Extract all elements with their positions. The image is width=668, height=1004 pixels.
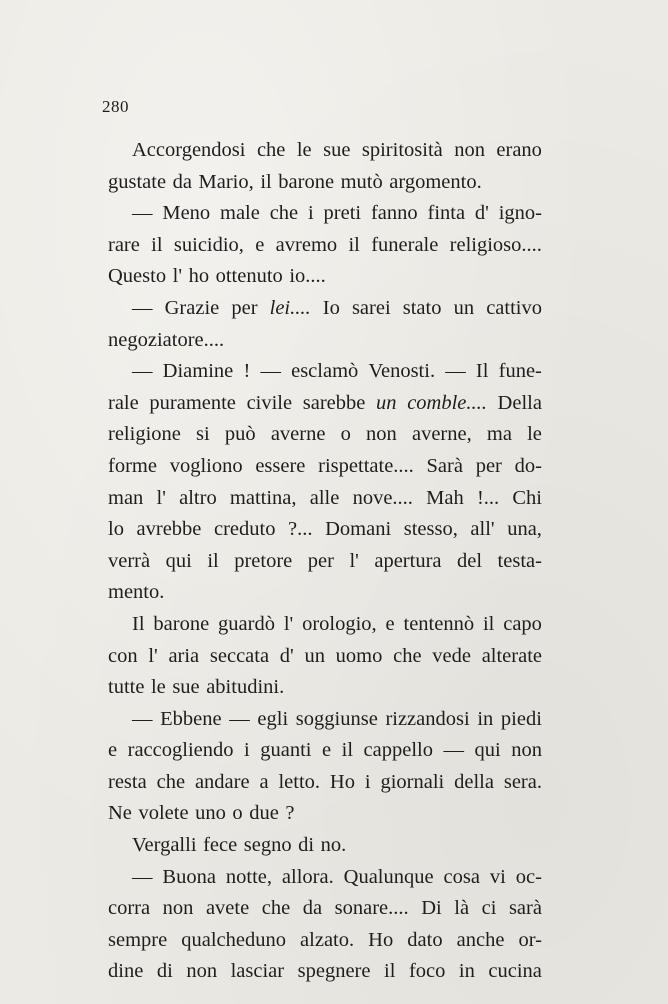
word: cappello (363, 739, 433, 762)
word: della (454, 770, 494, 793)
word: vede (432, 644, 471, 667)
word: avete (205, 897, 250, 920)
word: ?... (288, 518, 313, 541)
word: una, (507, 518, 542, 541)
word: averne (270, 423, 326, 446)
word: con (108, 644, 138, 667)
word: seccata (209, 644, 270, 667)
word: che (156, 770, 186, 793)
word: un (453, 296, 475, 319)
word: che (269, 202, 299, 225)
word: barone (153, 612, 210, 635)
word: o (232, 802, 243, 825)
word: segno (243, 834, 292, 857)
word: sarebbe (302, 391, 366, 414)
word: cattivo (486, 296, 542, 319)
word: non (366, 423, 397, 446)
word: Vergalli (132, 834, 197, 857)
word: fune- (498, 360, 542, 383)
word: l' (349, 549, 359, 572)
word: alle (309, 486, 340, 509)
word: corra (108, 897, 151, 920)
word: rizzandosi (385, 707, 470, 730)
word: Chi (512, 486, 542, 509)
word: Ebbene (160, 707, 222, 730)
word: Della (497, 391, 542, 414)
word: — (132, 296, 153, 319)
page-number: 280 (102, 97, 129, 116)
word: il (348, 233, 360, 256)
word: resta (108, 770, 147, 793)
word: civile (246, 391, 293, 414)
word: oc- (515, 865, 542, 888)
word: piedi (500, 707, 542, 730)
word: dine (108, 960, 144, 983)
text-line (108, 261, 542, 293)
word: e (322, 739, 332, 762)
text-line (108, 419, 542, 451)
word: rale (108, 391, 139, 414)
text-line (108, 451, 542, 483)
word: lo (108, 518, 124, 541)
word: Mah (426, 486, 464, 509)
word: le (150, 676, 166, 699)
word: — (132, 360, 153, 383)
word: e (108, 739, 118, 762)
word: capo (503, 612, 542, 635)
word: che (393, 644, 422, 667)
word: fanno (370, 202, 418, 225)
word: per (307, 549, 334, 572)
text-line (108, 483, 542, 515)
word: non (186, 960, 218, 983)
word: l' (172, 265, 183, 288)
word: avremo (275, 233, 338, 256)
word: uomo (335, 644, 383, 667)
word: l' (156, 486, 166, 509)
word: volete (138, 802, 189, 825)
word: sera. (503, 770, 542, 793)
word: mutò (340, 170, 383, 193)
word: stato (402, 296, 442, 319)
word: Venosti. (368, 360, 436, 383)
word: abitudini. (206, 676, 285, 699)
word: alterate (481, 644, 542, 667)
word: ? (285, 802, 295, 825)
word: — (132, 707, 153, 730)
word: un (376, 391, 397, 414)
word: sue (172, 676, 200, 699)
word: anche (456, 928, 505, 951)
text-line (108, 577, 542, 609)
word: gustate (108, 170, 167, 193)
word: giornali (380, 770, 445, 793)
text-line (108, 956, 542, 988)
word: il (260, 170, 272, 193)
word: or- (518, 928, 542, 951)
word: il (207, 549, 219, 572)
word: e (255, 233, 265, 256)
word: nove.... (352, 486, 413, 509)
word: che (256, 139, 286, 161)
word: creduto (213, 518, 276, 541)
word: — (260, 360, 281, 383)
word: ottenuto (215, 265, 283, 288)
word: suicidio, (173, 233, 244, 256)
word: sonare.... (334, 897, 409, 920)
text-line (108, 135, 542, 167)
word: preti (323, 202, 362, 225)
word: sarei (351, 296, 391, 319)
word: del (457, 549, 483, 572)
text-line (108, 672, 542, 704)
word: sarà (508, 897, 542, 920)
word: — (229, 707, 250, 730)
text-line (108, 388, 542, 420)
word: mattina, (229, 486, 297, 509)
word: Domani (325, 518, 392, 541)
word: guardò (218, 612, 275, 635)
word: il (341, 739, 354, 762)
word: do- (514, 454, 542, 477)
word: dato (407, 928, 443, 951)
word: esclamò (291, 360, 359, 383)
word: per (475, 454, 502, 477)
word: qui (474, 739, 501, 762)
word: man (108, 486, 144, 509)
word: essere (255, 454, 306, 477)
word: un (304, 644, 325, 667)
text-line (108, 767, 542, 799)
text-line (108, 514, 542, 546)
word: o (340, 423, 351, 446)
word: finta (427, 202, 466, 225)
word: lei.... (269, 296, 311, 319)
word: d' (474, 202, 489, 225)
word: i (244, 739, 250, 762)
word: ! (243, 360, 251, 383)
word: Il (132, 612, 145, 635)
word: ho (188, 265, 210, 288)
word: comble.... (407, 391, 487, 414)
word: aria (168, 644, 200, 667)
word: cucina (488, 960, 542, 983)
word: di (298, 834, 315, 857)
word: sue (323, 139, 351, 161)
word: igno- (498, 202, 542, 225)
word: spiritosità (361, 139, 443, 161)
word: vi (489, 865, 506, 888)
word: puramente (149, 391, 236, 414)
word: Qualunque (343, 865, 434, 888)
word: l' (283, 612, 294, 635)
word: !... (476, 486, 500, 509)
word: qualcheduno (181, 928, 286, 951)
word: religione (108, 423, 181, 446)
word: qui (165, 549, 192, 572)
text-line (108, 893, 542, 925)
word: negoziatore.... (108, 328, 225, 351)
word: — (132, 865, 153, 888)
word: rispettate.... (318, 454, 414, 477)
word: due (249, 802, 279, 825)
word: stesso, (403, 518, 458, 541)
text-line (108, 735, 542, 767)
word: Mario, (198, 170, 254, 193)
word: il (151, 233, 163, 256)
word: Ne (108, 802, 132, 825)
word: vogliono (169, 454, 243, 477)
text-line (108, 198, 542, 230)
word: Ho (368, 928, 394, 951)
word: da (302, 897, 323, 920)
word: religioso.... (449, 233, 542, 256)
word: spegnere (297, 960, 371, 983)
word: può (224, 423, 256, 446)
word: pretore (234, 549, 293, 572)
word: altro (179, 486, 217, 509)
text-line (108, 546, 542, 578)
word: guanti (260, 739, 312, 762)
word: per (231, 296, 258, 319)
word: soggiunse (295, 707, 378, 730)
word: funerale (371, 233, 439, 256)
word: forme (108, 454, 157, 477)
word: le (296, 139, 312, 161)
word: Meno (162, 202, 211, 225)
word: in (477, 707, 494, 730)
word: il (482, 612, 495, 635)
word: Accorgendosi (132, 139, 246, 161)
word: no. (320, 834, 347, 857)
word: barone (278, 170, 335, 193)
word: i (308, 202, 314, 225)
word: Di (421, 897, 442, 920)
word: Ho (329, 770, 355, 793)
word: fece (203, 834, 238, 857)
word: e (385, 612, 395, 635)
body-text (108, 135, 542, 988)
text-line (108, 830, 542, 862)
text-line (108, 641, 542, 673)
word: cosa (443, 865, 480, 888)
text-line (108, 325, 542, 357)
word: — (443, 739, 465, 762)
word: non (511, 739, 542, 762)
word: non (162, 897, 194, 920)
word: verrà (108, 549, 151, 572)
text-line (108, 230, 542, 262)
word: averne, (411, 423, 472, 446)
word: non (454, 139, 485, 161)
word: tentennò (403, 612, 475, 635)
word: di (156, 960, 173, 983)
word: le (527, 423, 542, 446)
word: erano (496, 139, 542, 161)
word: Grazie (164, 296, 220, 319)
word: notte, (225, 865, 272, 888)
word: ci (481, 897, 497, 920)
word: Io (322, 296, 340, 319)
text-line (108, 704, 542, 736)
word: Il (475, 360, 489, 383)
word: che (261, 897, 291, 920)
text-line (108, 798, 542, 830)
word: raccogliendo (127, 739, 234, 762)
word: foco (408, 960, 446, 983)
word: a (259, 770, 269, 793)
word: il (384, 960, 396, 983)
word: mento. (108, 581, 165, 604)
word: sempre (108, 928, 168, 951)
word: apertura (374, 549, 442, 572)
word: testa- (497, 549, 542, 572)
word: si (196, 423, 210, 446)
word: Buona (162, 865, 216, 888)
text-line (108, 925, 542, 957)
word: all' (470, 518, 495, 541)
word: io.... (289, 265, 326, 288)
word: Sarà (426, 454, 463, 477)
word: Questo (108, 265, 167, 288)
text-line (108, 862, 542, 894)
word: l' (148, 644, 158, 667)
text-line (108, 293, 542, 325)
word: avrebbe (136, 518, 202, 541)
word: Diamine (162, 360, 234, 383)
word: egli (257, 707, 289, 730)
word: male (220, 202, 260, 225)
word: lasciar (230, 960, 285, 983)
text-line (108, 167, 542, 199)
word: — (132, 202, 153, 225)
word: — (445, 360, 466, 383)
word: in (458, 960, 475, 983)
text-line (108, 356, 542, 388)
word: ma (486, 423, 512, 446)
word: uno (195, 802, 226, 825)
word: tutte (108, 676, 145, 699)
word: argomento. (389, 170, 482, 193)
word: da (172, 170, 192, 193)
word: alzato. (300, 928, 355, 951)
text-line (108, 609, 542, 641)
word: i (364, 770, 371, 793)
word: d' (279, 644, 294, 667)
word: letto. (278, 770, 321, 793)
word: là (454, 897, 470, 920)
word: orologio, (302, 612, 377, 635)
word: rare (108, 233, 140, 256)
word: allora. (281, 865, 334, 888)
word: andare (194, 770, 250, 793)
